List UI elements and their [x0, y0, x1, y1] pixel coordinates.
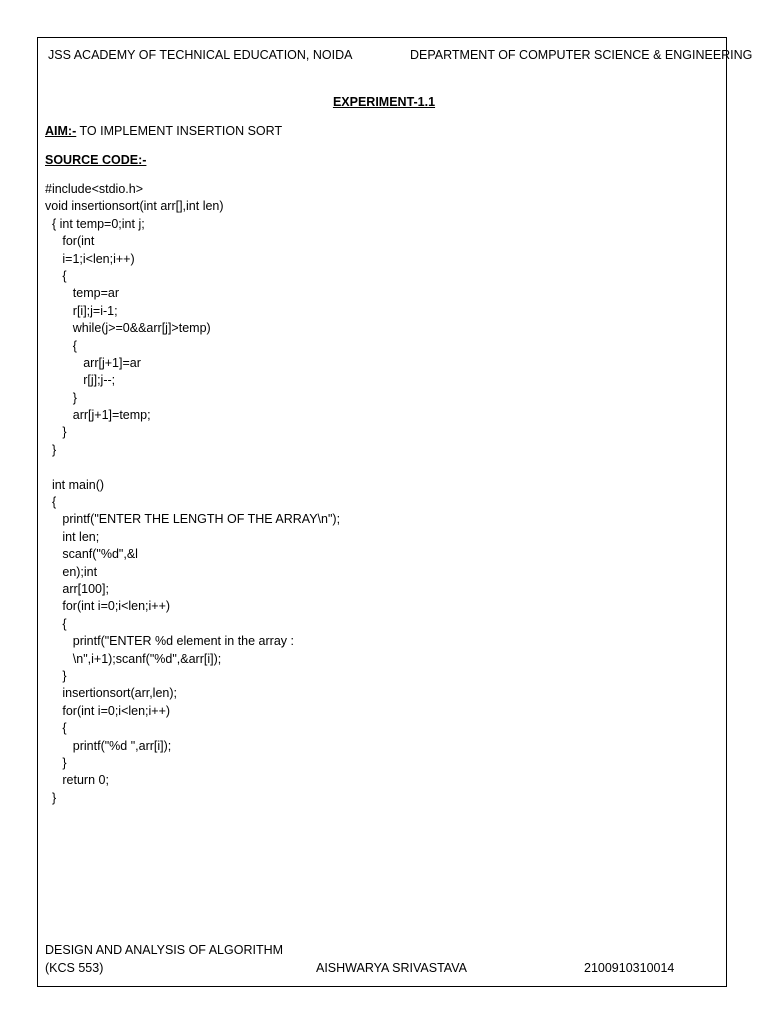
code-line: insertionsort(arr,len);: [45, 686, 177, 701]
aim-line: [45, 124, 282, 138]
code-line: printf("ENTER %d element in the array :: [45, 634, 294, 649]
code-line: {: [45, 495, 57, 510]
code-line: {: [45, 268, 67, 283]
code-line: }: [45, 390, 77, 405]
code-line: {: [45, 616, 67, 631]
code-line: }: [45, 442, 57, 457]
code-line: #include<stdio.h>: [45, 182, 143, 196]
source-code-block: [45, 181, 340, 807]
code-line: i=1;i<len;i++): [45, 251, 135, 266]
code-line: arr[j+1]=ar: [45, 355, 141, 370]
code-line: void insertionsort(int arr[],int len): [45, 199, 224, 214]
code-line: }: [45, 790, 57, 805]
aim-label: AIM:-: [45, 124, 77, 138]
aim-text: TO IMPLEMENT INSERTION SORT: [76, 124, 283, 138]
code-line: }: [45, 425, 67, 440]
code-line: arr[100];: [45, 581, 109, 596]
department-name: DEPARTMENT OF COMPUTER SCIENCE & ENGINEERING: [410, 48, 753, 62]
code-line: printf("ENTER THE LENGTH OF THE ARRAY\n");: [45, 512, 341, 527]
code-line: { int temp=0;int j;: [45, 216, 145, 231]
code-line: {: [45, 721, 67, 736]
experiment-title-text: EXPERIMENT-1.1: [332, 95, 436, 109]
institution-name: JSS ACADEMY OF TECHNICAL EDUCATION, NOIDA: [48, 48, 353, 62]
code-line: for(int: [45, 234, 95, 249]
code-line: scanf("%d",&l: [45, 547, 138, 562]
source-code-heading: SOURCE CODE:-: [45, 153, 147, 167]
footer-course-code: (KCS 553): [45, 961, 104, 975]
footer-course-name: DESIGN AND ANALYSIS OF ALGORITHM: [45, 943, 284, 957]
code-line: }: [45, 668, 67, 683]
code-line: temp=ar: [45, 286, 119, 301]
code-line: r[i];j=i-1;: [45, 303, 118, 318]
footer-student-name: AISHWARYA SRIVASTAVA: [316, 961, 467, 975]
code-line: printf("%d ",arr[i]);: [45, 738, 172, 753]
code-line: while(j>=0&&arr[j]>temp): [45, 321, 211, 336]
footer-roll-number: 2100910310014: [584, 961, 675, 975]
code-line: \n",i+1);scanf("%d",&arr[i]);: [45, 651, 222, 666]
code-line: arr[j+1]=temp;: [45, 408, 151, 423]
code-line: }: [45, 755, 67, 770]
code-line: r[j];j--;: [45, 373, 116, 388]
code-line: for(int i=0;i<len;i++): [45, 703, 171, 718]
code-line: [45, 459, 340, 476]
code-line: {: [45, 338, 77, 353]
code-line: int main(): [45, 477, 105, 492]
code-line: int len;: [45, 529, 100, 544]
code-line: en);int: [45, 564, 98, 579]
code-line: return 0;: [45, 773, 109, 788]
experiment-title: [0, 95, 768, 109]
code-line: for(int i=0;i<len;i++): [45, 599, 171, 614]
